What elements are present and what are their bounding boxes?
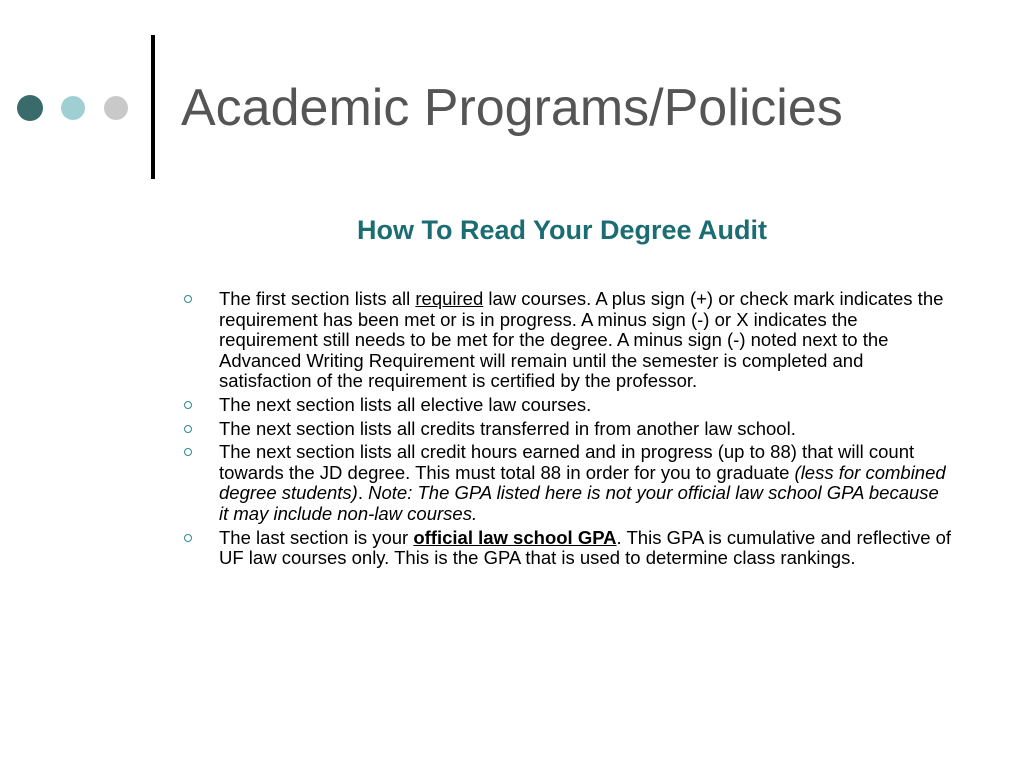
bullet-item-transferred-credits — [183, 419, 953, 440]
bullet-circle-icon — [184, 448, 192, 456]
title-divider — [151, 35, 155, 179]
bullet-italic-gpa-note: Note: The GPA listed here is not your official law school GPA because it may include non-law courses. — [219, 482, 939, 524]
bullet-item-required-courses — [183, 289, 953, 392]
bullet-item-credit-hours — [183, 442, 953, 524]
decorative-dot-gray — [104, 96, 128, 120]
bullet-text: The first section lists all — [219, 288, 416, 309]
bullet-item-elective-courses — [183, 395, 953, 416]
bullet-list — [183, 289, 953, 572]
bullet-circle-icon — [184, 401, 192, 409]
decorative-dot-dark — [17, 95, 43, 121]
bullet-circle-icon — [184, 295, 192, 303]
slide-title: Academic Programs/Policies — [181, 79, 843, 137]
bullet-text: The next section lists all credit hours earned and in progress (up to 88) that will count towards the JD degree. This must total 88 in order for you to graduate — [219, 441, 915, 483]
decorative-dot-light — [61, 96, 85, 120]
bullet-text: law courses. A plus sign (+) or check mark indicates the requirement has been met or is in progress. A minus sign (-) or X indicates the requirement still needs to be met for the degree. A minus sign (-) noted next to the Advanced Writing Requirement will remain until the semester is completed and satisfaction of the requirement is certified by the professor. — [219, 288, 944, 392]
bullet-italic-combined-degree: (less for combined degree students) — [219, 461, 946, 504]
bullet-text: . — [357, 482, 369, 504]
bullet-text: The next section lists all credits transferred in from another law school. — [219, 417, 796, 439]
slide-subtitle: How To Read Your Degree Audit — [356, 215, 768, 245]
bullet-circle-icon — [184, 425, 192, 433]
bullet-item-official-gpa — [183, 528, 953, 569]
bullet-emphasis-required: required — [415, 288, 484, 309]
bullet-circle-icon — [184, 534, 192, 542]
bullet-text: The next section lists all elective law courses. — [219, 393, 592, 415]
bullet-text: The last section is your — [219, 526, 414, 548]
bullet-emphasis-official-gpa: official law school GPA — [413, 526, 617, 548]
bullet-text: . This GPA is cumulative and reflective of UF law courses only. This is the GPA that is used to determine class rankings. — [219, 526, 952, 569]
